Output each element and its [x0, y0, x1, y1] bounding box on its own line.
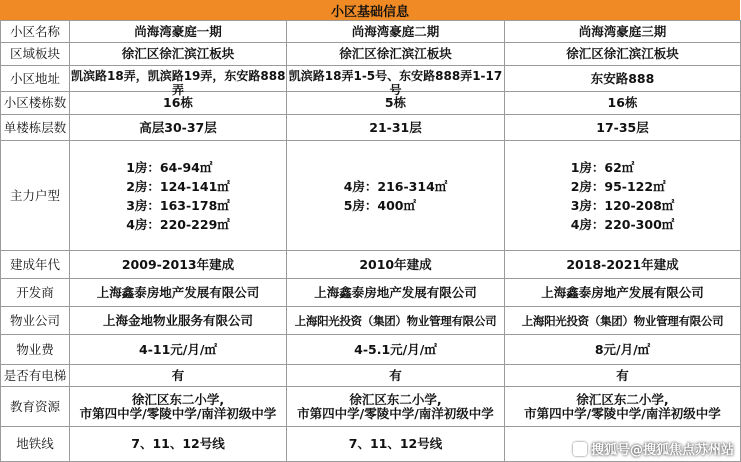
- fee-phase-3: 8元/月/㎡: [505, 335, 741, 365]
- floors-phase-3: 17-35层: [505, 115, 741, 141]
- address-label: 小区地址: [1, 66, 70, 92]
- buildings-label: 小区楼栋数: [1, 92, 70, 115]
- address-phase-1: [70, 66, 287, 97]
- address-phase-3: 东安路888: [505, 66, 741, 92]
- unit-type: 2房：95-122㎡: [570, 178, 666, 194]
- education-line1: 徐汇区东二小学,: [576, 391, 669, 407]
- buildings-phase-1: 16栋: [70, 92, 287, 115]
- buildings-phase-3: 16栋: [505, 92, 741, 115]
- units-label: 主力户型: [1, 141, 70, 251]
- education-line1: 徐汇区东二小学,: [131, 391, 225, 407]
- row-district: [1, 43, 741, 66]
- row-property-company: [1, 307, 741, 335]
- row-education: [1, 387, 741, 427]
- developer-label: 开发商: [1, 279, 70, 307]
- watermark-text: 搜狐号@搜狐焦点苏州站: [590, 443, 734, 458]
- elevator-phase-1: 有: [70, 365, 287, 387]
- floors-phase-2: 21-31层: [287, 115, 505, 141]
- row-elevator: [1, 365, 741, 387]
- header-row: [1, 21, 741, 43]
- education-line1: 徐汇区东二小学,: [349, 391, 442, 407]
- row-buildings: [1, 92, 741, 115]
- built-label: 建成年代: [1, 251, 70, 279]
- fee-phase-2: 4-5.1元/月/㎡: [287, 335, 505, 365]
- education-line2: 市第四中学/零陵中学/南洋初级中学: [79, 405, 277, 421]
- developer-phase-2: 上海鑫泰房地产发展有限公司: [287, 279, 505, 307]
- fee-phase-1: 4-11元/月/㎡: [70, 335, 287, 365]
- education-line2: 市第四中学/零陵中学/南洋初级中学: [524, 405, 721, 421]
- elevator-phase-2: 有: [287, 365, 505, 387]
- built-phase-3: 2018-2021年建成: [505, 251, 741, 279]
- camera-icon: [573, 442, 587, 456]
- community-info-table: [0, 20, 741, 462]
- education-phase-2: [287, 387, 505, 427]
- unit-type: 2房：124-141㎡: [126, 178, 230, 194]
- elevator-phase-3: 有: [505, 365, 741, 387]
- district-phase-1: 徐汇区徐汇滨江板块: [70, 43, 287, 66]
- built-phase-2: 2010年建成: [287, 251, 505, 279]
- metro-label: 地铁线: [1, 427, 70, 462]
- fee-label: 物业费: [1, 335, 70, 365]
- row-address: [1, 66, 741, 92]
- header-phase-3: 尚海湾豪庭三期: [505, 21, 741, 43]
- row-floors: [1, 115, 741, 141]
- education-phase-3: [505, 387, 741, 427]
- developer-phase-1: 上海鑫泰房地产发展有限公司: [70, 279, 287, 307]
- address-phase-2: [287, 66, 505, 97]
- unit-type: 4房：220-229㎡: [126, 216, 230, 232]
- education-line2: 市第四中学/零陵中学/南洋初级中学: [297, 405, 494, 421]
- district-phase-2: 徐汇区徐汇滨江板块: [287, 43, 505, 66]
- metro-phase-2: 7、11、12号线: [287, 427, 505, 462]
- address-phase-1-line1: 凯滨路18弄，凯滨路19弄，东安路888: [71, 68, 286, 83]
- district-label: 区域板块: [1, 43, 70, 66]
- metro-phase-1: 7、11、12号线: [70, 427, 287, 462]
- watermark: [573, 439, 734, 458]
- unit-type: 1房：62㎡: [570, 159, 635, 175]
- floors-label: 单楼栋层数: [1, 115, 70, 141]
- address-phase-1-line2: 弄: [171, 82, 184, 97]
- header-phase-2: 尚海湾豪庭二期: [287, 21, 505, 43]
- education-label: 教育资源: [1, 387, 70, 427]
- table-title: 小区基础信息: [0, 0, 740, 21]
- built-phase-1: 2009-2013年建成: [70, 251, 287, 279]
- buildings-phase-2: 5栋: [287, 92, 505, 115]
- header-phase-1: 尚海湾豪庭一期: [70, 21, 287, 43]
- unit-type: 4房：220-300㎡: [570, 216, 675, 232]
- header-label: 小区名称: [1, 21, 70, 43]
- property-company-phase-1: 上海金地物业服务有限公司: [70, 307, 287, 335]
- property-company-phase-3: 上海阳光投资（集团）物业管理有限公司: [505, 307, 741, 335]
- row-fee: [1, 335, 741, 365]
- units-phase-2: [287, 141, 505, 251]
- unit-type: 5房：400㎡: [343, 197, 416, 213]
- unit-type: 1房：64-94㎡: [126, 159, 213, 175]
- district-phase-3: 徐汇区徐汇滨江板块: [505, 43, 741, 66]
- row-built: [1, 251, 741, 279]
- property-company-label: 物业公司: [1, 307, 70, 335]
- row-developer: [1, 279, 741, 307]
- unit-type: 4房：216-314㎡: [343, 178, 448, 194]
- address-phase-2-line2: 号: [389, 82, 402, 97]
- education-phase-1: [70, 387, 287, 427]
- property-company-phase-2: 上海阳光投资（集团）物业管理有限公司: [287, 307, 505, 335]
- unit-type: 3房：120-208㎡: [570, 197, 675, 213]
- floors-phase-1: 高层30-37层: [70, 115, 287, 141]
- elevator-label: 是否有电梯: [1, 365, 70, 387]
- row-units: [1, 141, 741, 251]
- units-phase-1: [70, 141, 287, 251]
- address-phase-2-line1: 凯滨路18弄1-5号、东安路888弄1-17: [288, 68, 503, 83]
- developer-phase-3: 上海鑫泰房地产发展有限公司: [505, 279, 741, 307]
- units-phase-3: [505, 141, 741, 251]
- unit-type: 3房：163-178㎡: [126, 197, 230, 213]
